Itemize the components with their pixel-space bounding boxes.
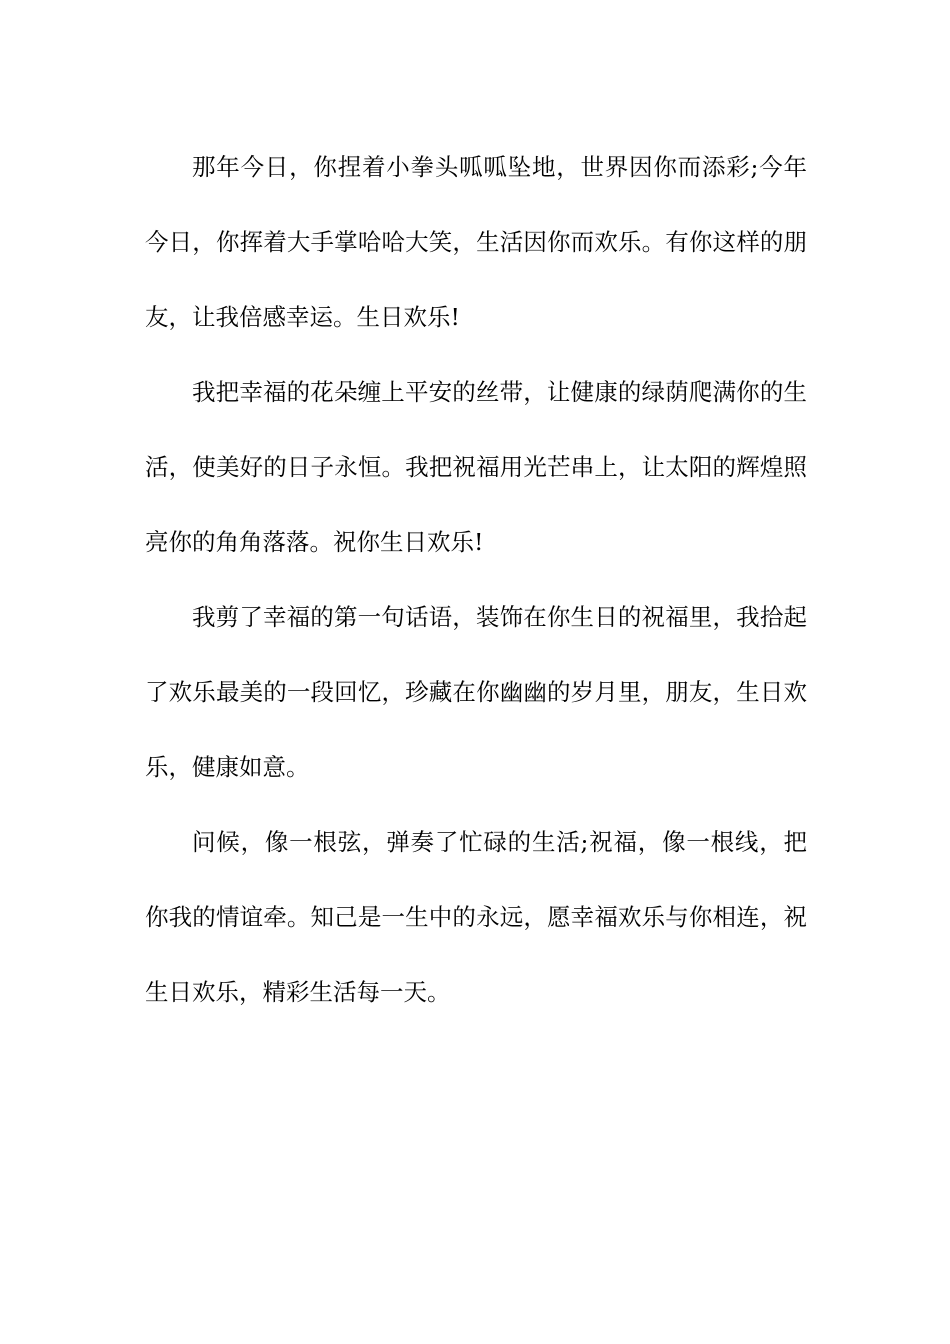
- paragraph-3: 我剪了幸福的第一句话语，装饰在你生日的祝福里，我拾起了欢乐最美的一段回忆，珍藏在你幽幽的岁月里，朋友，生日欢乐，健康如意。: [145, 603, 807, 781]
- document-body: [145, 130, 807, 1030]
- paragraph-2: 我把幸福的花朵缠上平安的丝带，让健康的绿荫爬满你的生活，使美好的日子永恒。我把祝福用光芒串上，让太阳的辉煌照亮你的角角落落。祝你生日欢乐!: [145, 378, 807, 556]
- paragraph-4: 问候，像一根弦，弹奏了忙碌的生活;祝福，像一根线，把你我的情谊牵。知己是一生中的永远，愿幸福欢乐与你相连，祝生日欢乐，精彩生活每一天。: [145, 828, 807, 1006]
- paragraph-1: 那年今日，你捏着小拳头呱呱坠地，世界因你而添彩;今年今日，你挥着大手掌哈哈大笑，生活因你而欢乐。有你这样的朋友，让我倍感幸运。生日欢乐!: [145, 153, 807, 331]
